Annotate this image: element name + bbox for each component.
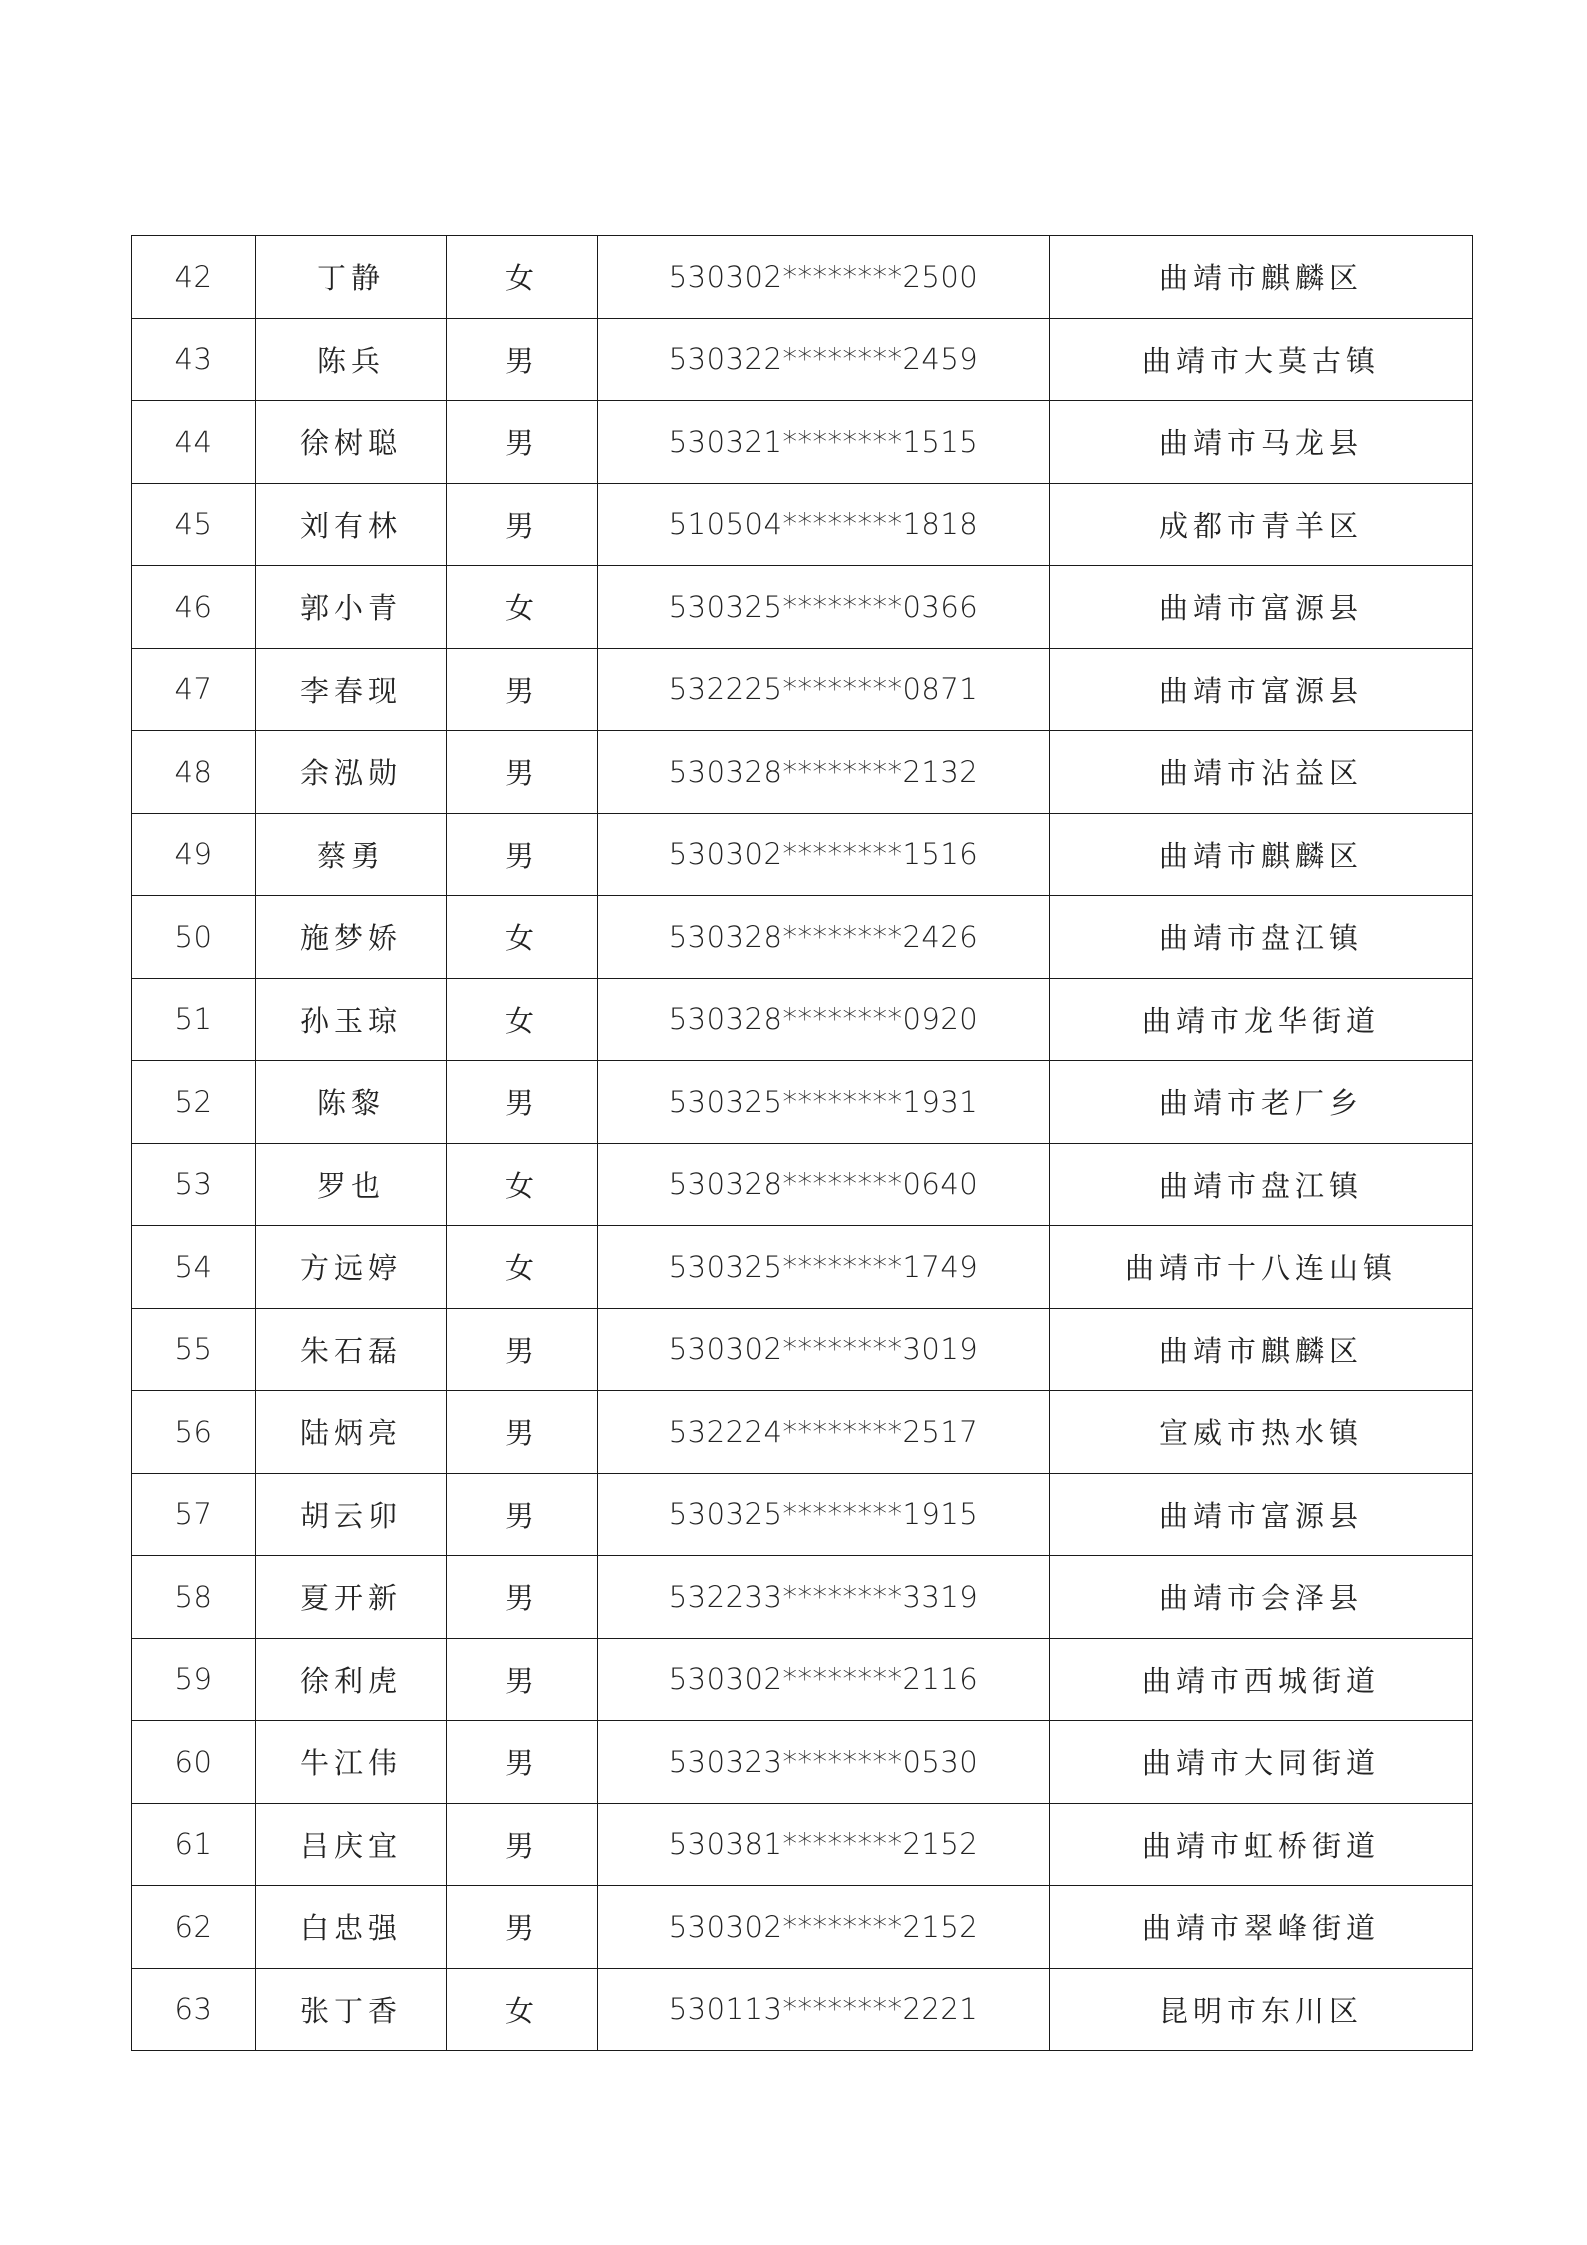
place-cell: 曲靖市富源县	[1050, 648, 1473, 731]
id-number-cell: 532233********3319	[598, 1556, 1050, 1639]
gender-cell: 男	[447, 1473, 598, 1556]
place-cell: 曲靖市麒麟区	[1050, 1308, 1473, 1391]
name-cell: 刘有林	[256, 483, 447, 566]
id-number-cell: 530302********2116	[598, 1638, 1050, 1721]
gender-cell: 女	[447, 896, 598, 979]
place-cell: 曲靖市盘江镇	[1050, 896, 1473, 979]
place-cell: 曲靖市盘江镇	[1050, 1143, 1473, 1226]
table-row	[132, 1803, 1473, 1886]
name-cell: 蔡勇	[256, 813, 447, 896]
name-cell: 张丁香	[256, 1968, 447, 2051]
place-cell: 曲靖市大莫古镇	[1050, 318, 1473, 401]
row-number-cell: 45	[132, 483, 256, 566]
row-number-cell: 51	[132, 978, 256, 1061]
place-cell: 曲靖市十八连山镇	[1050, 1226, 1473, 1309]
place-cell: 曲靖市虹桥街道	[1050, 1803, 1473, 1886]
id-number-cell: 532224********2517	[598, 1391, 1050, 1474]
table-row	[132, 318, 1473, 401]
place-cell: 曲靖市西城街道	[1050, 1638, 1473, 1721]
id-number-cell: 530381********2152	[598, 1803, 1050, 1886]
name-cell: 李春现	[256, 648, 447, 731]
name-cell: 牛江伟	[256, 1721, 447, 1804]
place-cell: 曲靖市麒麟区	[1050, 813, 1473, 896]
id-number-cell: 532225********0871	[598, 648, 1050, 731]
row-number-cell: 56	[132, 1391, 256, 1474]
row-number-cell: 53	[132, 1143, 256, 1226]
place-cell: 曲靖市沾益区	[1050, 731, 1473, 814]
id-number-cell: 530113********2221	[598, 1968, 1050, 2051]
gender-cell: 女	[447, 1143, 598, 1226]
gender-cell: 男	[447, 1556, 598, 1639]
roster-table	[131, 235, 1473, 2051]
table-row	[132, 1473, 1473, 1556]
gender-cell: 男	[447, 1803, 598, 1886]
place-cell: 曲靖市麒麟区	[1050, 236, 1473, 319]
gender-cell: 女	[447, 1968, 598, 2051]
name-cell: 陈兵	[256, 318, 447, 401]
row-number-cell: 52	[132, 1061, 256, 1144]
table-row	[132, 731, 1473, 814]
place-cell: 成都市青羊区	[1050, 483, 1473, 566]
name-cell: 陈黎	[256, 1061, 447, 1144]
gender-cell: 男	[447, 1308, 598, 1391]
name-cell: 徐树聪	[256, 401, 447, 484]
gender-cell: 男	[447, 1061, 598, 1144]
table-row	[132, 1391, 1473, 1474]
gender-cell: 女	[447, 236, 598, 319]
id-number-cell: 530323********0530	[598, 1721, 1050, 1804]
table-row	[132, 1226, 1473, 1309]
id-number-cell: 530328********2132	[598, 731, 1050, 814]
row-number-cell: 47	[132, 648, 256, 731]
gender-cell: 男	[447, 1391, 598, 1474]
table-row	[132, 1061, 1473, 1144]
table-row	[132, 1556, 1473, 1639]
place-cell: 昆明市东川区	[1050, 1968, 1473, 2051]
gender-cell: 男	[447, 483, 598, 566]
place-cell: 曲靖市富源县	[1050, 566, 1473, 649]
row-number-cell: 50	[132, 896, 256, 979]
row-number-cell: 61	[132, 1803, 256, 1886]
place-cell: 曲靖市富源县	[1050, 1473, 1473, 1556]
id-number-cell: 530302********2152	[598, 1886, 1050, 1969]
row-number-cell: 59	[132, 1638, 256, 1721]
table-row	[132, 1721, 1473, 1804]
row-number-cell: 46	[132, 566, 256, 649]
table-row	[132, 648, 1473, 731]
id-number-cell: 530321********1515	[598, 401, 1050, 484]
table-row	[132, 1143, 1473, 1226]
gender-cell: 男	[447, 648, 598, 731]
gender-cell: 男	[447, 1721, 598, 1804]
name-cell: 胡云卯	[256, 1473, 447, 1556]
id-number-cell: 530302********3019	[598, 1308, 1050, 1391]
gender-cell: 男	[447, 401, 598, 484]
place-cell: 曲靖市会泽县	[1050, 1556, 1473, 1639]
table-row	[132, 978, 1473, 1061]
gender-cell: 女	[447, 1226, 598, 1309]
place-cell: 曲靖市马龙县	[1050, 401, 1473, 484]
place-cell: 曲靖市大同街道	[1050, 1721, 1473, 1804]
id-number-cell: 530325********1931	[598, 1061, 1050, 1144]
row-number-cell: 57	[132, 1473, 256, 1556]
id-number-cell: 530328********0920	[598, 978, 1050, 1061]
name-cell: 方远婷	[256, 1226, 447, 1309]
table-row	[132, 401, 1473, 484]
id-number-cell: 530325********1915	[598, 1473, 1050, 1556]
table-row	[132, 483, 1473, 566]
table-row	[132, 896, 1473, 979]
name-cell: 夏开新	[256, 1556, 447, 1639]
row-number-cell: 58	[132, 1556, 256, 1639]
id-number-cell: 530302********1516	[598, 813, 1050, 896]
name-cell: 余泓勋	[256, 731, 447, 814]
name-cell: 施梦娇	[256, 896, 447, 979]
row-number-cell: 62	[132, 1886, 256, 1969]
row-number-cell: 55	[132, 1308, 256, 1391]
table-row	[132, 566, 1473, 649]
name-cell: 丁静	[256, 236, 447, 319]
row-number-cell: 54	[132, 1226, 256, 1309]
id-number-cell: 530302********2500	[598, 236, 1050, 319]
name-cell: 罗也	[256, 1143, 447, 1226]
row-number-cell: 48	[132, 731, 256, 814]
id-number-cell: 530325********0366	[598, 566, 1050, 649]
roster-table-body	[132, 236, 1473, 2051]
place-cell: 曲靖市老厂乡	[1050, 1061, 1473, 1144]
row-number-cell: 44	[132, 401, 256, 484]
name-cell: 陆炳亮	[256, 1391, 447, 1474]
gender-cell: 女	[447, 978, 598, 1061]
table-row	[132, 1308, 1473, 1391]
table-row	[132, 1886, 1473, 1969]
id-number-cell: 530322********2459	[598, 318, 1050, 401]
row-number-cell: 63	[132, 1968, 256, 2051]
table-row	[132, 236, 1473, 319]
name-cell: 朱石磊	[256, 1308, 447, 1391]
place-cell: 宣威市热水镇	[1050, 1391, 1473, 1474]
id-number-cell: 530325********1749	[598, 1226, 1050, 1309]
gender-cell: 女	[447, 566, 598, 649]
row-number-cell: 60	[132, 1721, 256, 1804]
gender-cell: 男	[447, 318, 598, 401]
place-cell: 曲靖市翠峰街道	[1050, 1886, 1473, 1969]
table-row	[132, 813, 1473, 896]
name-cell: 孙玉琼	[256, 978, 447, 1061]
row-number-cell: 43	[132, 318, 256, 401]
id-number-cell: 530328********2426	[598, 896, 1050, 979]
name-cell: 郭小青	[256, 566, 447, 649]
id-number-cell: 510504********1818	[598, 483, 1050, 566]
name-cell: 吕庆宜	[256, 1803, 447, 1886]
gender-cell: 男	[447, 813, 598, 896]
name-cell: 徐利虎	[256, 1638, 447, 1721]
gender-cell: 男	[447, 731, 598, 814]
name-cell: 白忠强	[256, 1886, 447, 1969]
gender-cell: 男	[447, 1638, 598, 1721]
place-cell: 曲靖市龙华街道	[1050, 978, 1473, 1061]
table-row	[132, 1968, 1473, 2051]
row-number-cell: 42	[132, 236, 256, 319]
table-row	[132, 1638, 1473, 1721]
row-number-cell: 49	[132, 813, 256, 896]
gender-cell: 男	[447, 1886, 598, 1969]
id-number-cell: 530328********0640	[598, 1143, 1050, 1226]
